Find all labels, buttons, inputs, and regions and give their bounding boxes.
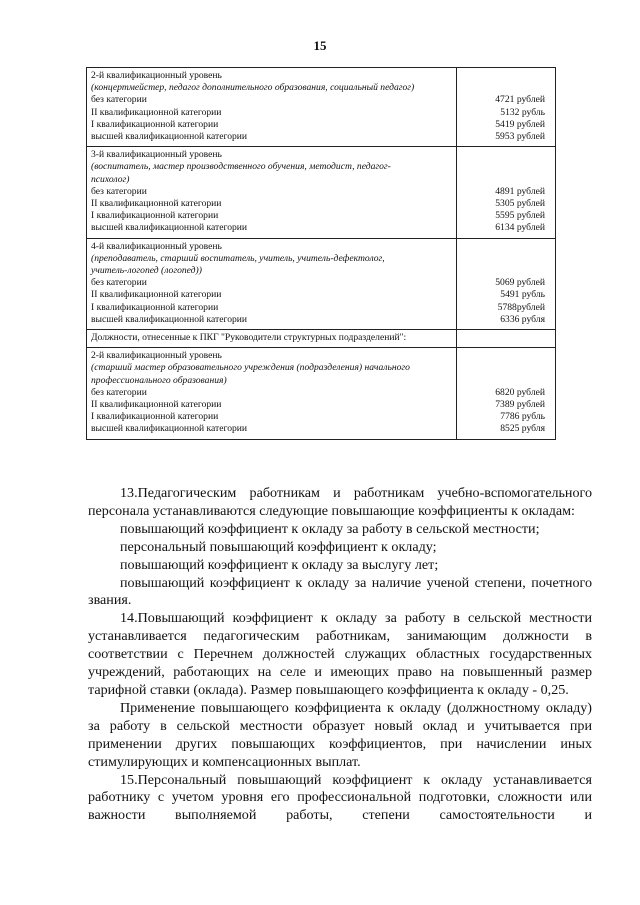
qualification-level: 2-й квалификационный уровень (91, 70, 222, 81)
salary-amount: 6134 рублей (495, 222, 545, 234)
category-label: I квалификационной категории (91, 118, 219, 130)
salary-amount: 5491 рубль (500, 289, 545, 301)
category-label: без категории (91, 277, 147, 289)
category-label: высшей квалификационной категории (91, 222, 248, 234)
table-row (87, 238, 556, 329)
category-label: без категории (91, 94, 147, 106)
category-label: высшей квалификационной категории (91, 423, 248, 435)
salary-amount: 5788рублей (497, 301, 545, 313)
amount-cell (457, 147, 556, 238)
salary-table (86, 67, 556, 440)
amount-cell (457, 238, 556, 329)
amount-cell (457, 348, 556, 439)
category-label: II квалификационной категории (91, 106, 222, 118)
table-row (87, 330, 556, 348)
amount-cell (457, 68, 556, 147)
category-label: I квалификационной категории (91, 411, 219, 423)
paragraph-14: 14.Повышающий коэффициент к окладу за работу в сельской местности устанавливается педагогическим работникам, занимающим должности в соответствии с Перечнем должностей служащих областных государственных учреждений, работающих на селе и имеющих право на повышенный размер тарифной ставки (оклада). Размер повышающего коэффициента к окладу - 0,25. (88, 610, 592, 698)
positions-list: профессионального образования) (91, 374, 227, 386)
qualification-level: 2-й квалификационный уровень (91, 350, 222, 362)
salary-amount: 5595 рублей (495, 210, 545, 222)
category-label: без категории (91, 386, 147, 398)
category-label: без категории (91, 185, 147, 197)
body-text (88, 485, 592, 825)
salary-amount: 5419 рублей (495, 118, 545, 130)
section-heading-cell (87, 330, 457, 348)
list-item: повышающий коэффициент к окладу за выслугу лет; (120, 556, 439, 573)
group-description-cell (87, 147, 457, 238)
category-label: высшей квалификационной категории (91, 131, 248, 143)
section-heading: Должности, отнесенные к ПКГ "Руководители структурных подразделений": (91, 332, 407, 344)
list-item: повышающий коэффициент к окладу за наличие ученой степени, почетного звания. (88, 574, 592, 609)
paragraph-13: 13.Педагогическим работникам и работникам учебно-вспомогательного персонала устанавливаются следующие повышающие коэффициенты к окладам: (88, 485, 592, 519)
category-label: высшей квалификационной категории (91, 313, 248, 325)
page-number: 15 (313, 38, 327, 53)
category-label: I квалификационной категории (91, 210, 219, 222)
category-label: I квалификационной категории (91, 301, 219, 313)
table-row (87, 147, 556, 238)
paragraph-14-continued: Применение повышающего коэффициента к окладу (должностному окладу) за работу в сельской местности образует новый оклад и учитывается при применении других повышающих коэффициентов, при начислении иных стимулирующих и компенсационных выплат. (88, 699, 592, 770)
salary-amount: 4721 рублей (495, 94, 545, 106)
category-label: II квалификационной категории (91, 198, 222, 210)
positions-list: (преподаватель, старший воспитатель, учитель, учитель-дефектолог, (91, 252, 385, 264)
positions-list: (старший мастер образовательного учреждения (подразделения) начального (91, 362, 410, 374)
group-description-cell (87, 348, 457, 439)
positions-list: психолог) (91, 173, 130, 185)
positions-list: (концертмейстер, педагог дополнительного образования, социальный педагог) (91, 82, 415, 94)
paragraph-15: 15.Персональный повышающий коэффициент к окладу устанавливается работнику с учетом уровня его профессиональной подготовки, сложности или важности выполняемой работы, степени самостоятельности и (88, 771, 592, 824)
qualification-level: 3-й квалификационный уровень (91, 149, 222, 161)
salary-amount: 8525 рубля (500, 423, 545, 435)
salary-amount: 6336 рубля (500, 313, 545, 325)
list-item: повышающий коэффициент к окладу за работу в сельской местности; (120, 520, 540, 537)
table-row (87, 68, 556, 147)
positions-list: учитель-логопед (логопед)) (91, 265, 202, 277)
list-item: персональный повышающий коэффициент к окладу; (120, 538, 437, 555)
salary-amount: 5132 рубль (500, 106, 545, 118)
salary-amount: 5069 рублей (495, 277, 545, 289)
salary-amount: 7389 рублей (495, 399, 545, 411)
qualification-level: 4-й квалификационный уровень (91, 240, 222, 252)
category-label: II квалификационной категории (91, 399, 222, 411)
salary-amount: 4891 рублей (495, 185, 545, 197)
group-description-cell (87, 68, 457, 147)
category-label: II квалификационной категории (91, 289, 222, 301)
salary-amount: 5953 рублей (495, 131, 545, 143)
amount-cell (457, 330, 556, 348)
group-description-cell (87, 238, 457, 329)
salary-amount: 6820 рублей (495, 386, 545, 398)
positions-list: (воспитатель, мастер производственного обучения, методист, педагог- (91, 161, 391, 173)
salary-amount: 5305 рублей (495, 198, 545, 210)
salary-amount: 7786 рубль (500, 411, 545, 423)
table-row (87, 348, 556, 439)
